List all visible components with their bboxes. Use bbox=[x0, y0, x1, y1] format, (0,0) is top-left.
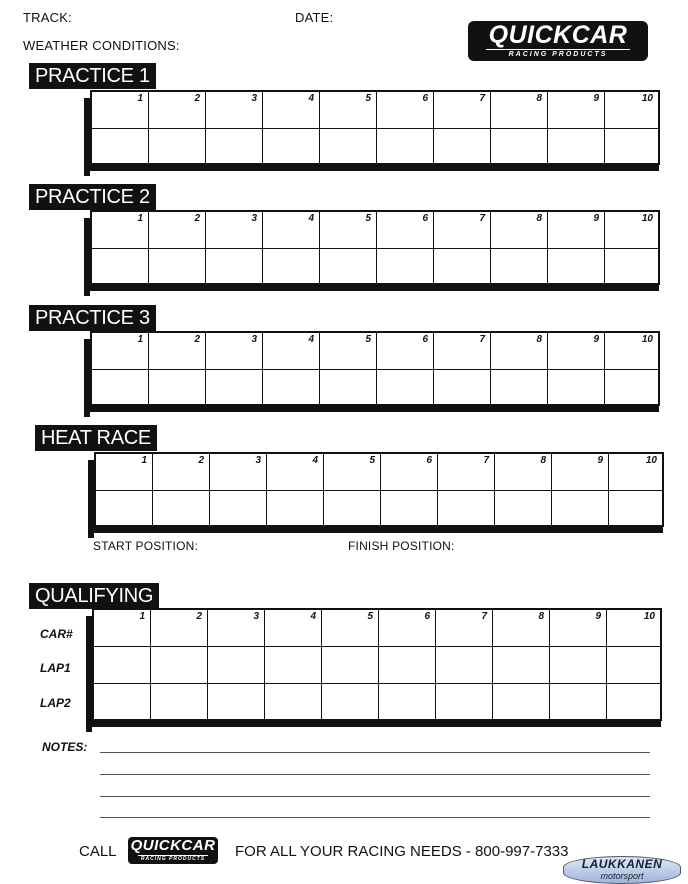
column-number: 2 bbox=[198, 455, 204, 466]
section-title-qualifying: QUALIFYING bbox=[29, 583, 159, 609]
grid-cell bbox=[605, 92, 658, 163]
notes-label: NOTES: bbox=[42, 740, 88, 754]
note-line bbox=[100, 817, 650, 818]
column-number: 4 bbox=[312, 455, 318, 466]
footer-call-text: CALL bbox=[79, 843, 117, 860]
grid-cell bbox=[605, 333, 658, 404]
grid-cell bbox=[208, 610, 265, 719]
grid-cell bbox=[149, 92, 206, 163]
row-label-lap2: LAP2 bbox=[40, 696, 71, 710]
column-number: 9 bbox=[593, 93, 599, 104]
section-title-practice-3: PRACTICE 3 bbox=[29, 305, 156, 331]
grid-cell bbox=[263, 212, 320, 283]
grid-cell bbox=[377, 212, 434, 283]
column-number: 3 bbox=[255, 455, 261, 466]
grid-cell bbox=[92, 212, 149, 283]
column-number: 3 bbox=[253, 611, 259, 622]
column-number: 7 bbox=[481, 611, 487, 622]
grid-cell bbox=[491, 212, 548, 283]
grid-cell bbox=[153, 454, 210, 525]
grid-cell bbox=[210, 454, 267, 525]
grid-cell bbox=[320, 92, 377, 163]
note-line bbox=[100, 774, 650, 775]
column-number: 2 bbox=[196, 611, 202, 622]
date-label: DATE: bbox=[295, 10, 334, 25]
section-grid-qualifying bbox=[92, 608, 667, 726]
grid-table bbox=[90, 90, 660, 165]
column-number: 6 bbox=[422, 93, 428, 104]
column-number: 1 bbox=[141, 455, 147, 466]
column-number: 3 bbox=[251, 334, 257, 345]
column-number: 1 bbox=[137, 213, 143, 224]
column-number: 3 bbox=[251, 213, 257, 224]
column-number: 1 bbox=[137, 334, 143, 345]
grid-cell bbox=[149, 333, 206, 404]
column-number: 5 bbox=[365, 334, 371, 345]
grid-cell bbox=[151, 610, 208, 719]
column-number: 5 bbox=[365, 213, 371, 224]
grid-cell bbox=[609, 454, 662, 525]
column-number: 5 bbox=[367, 611, 373, 622]
column-number: 1 bbox=[137, 93, 143, 104]
grid-cell bbox=[491, 333, 548, 404]
grid-cell bbox=[149, 212, 206, 283]
grid-cell bbox=[436, 610, 493, 719]
row-label-car: CAR# bbox=[40, 627, 73, 641]
grid-cell bbox=[434, 92, 491, 163]
column-number: 1 bbox=[139, 611, 145, 622]
column-number: 7 bbox=[479, 213, 485, 224]
grid-cell bbox=[320, 333, 377, 404]
column-number: 7 bbox=[483, 455, 489, 466]
column-number: 10 bbox=[641, 93, 653, 104]
note-line bbox=[100, 796, 650, 797]
grid-cell bbox=[263, 333, 320, 404]
footer-tagline: FOR ALL YOUR RACING NEEDS - 800-997-7333 bbox=[235, 843, 569, 860]
grid-cell bbox=[548, 212, 605, 283]
section-title-practice-2: PRACTICE 2 bbox=[29, 184, 156, 210]
quickcar-logo: QUICKCAR RACING PRODUCTS bbox=[468, 21, 648, 61]
column-number: 9 bbox=[593, 213, 599, 224]
grid-cell bbox=[92, 92, 149, 163]
section-title-practice-1: PRACTICE 1 bbox=[29, 63, 156, 89]
grid-cell bbox=[206, 333, 263, 404]
grid-cell bbox=[377, 333, 434, 404]
column-number: 6 bbox=[422, 213, 428, 224]
grid-cell bbox=[206, 212, 263, 283]
grid-cell bbox=[324, 454, 381, 525]
grid-cell bbox=[322, 610, 379, 719]
column-number: 10 bbox=[641, 213, 653, 224]
column-number: 5 bbox=[365, 93, 371, 104]
column-number: 2 bbox=[194, 334, 200, 345]
column-number: 2 bbox=[194, 93, 200, 104]
column-number: 6 bbox=[422, 334, 428, 345]
start-position-label: START POSITION: bbox=[93, 539, 199, 553]
grid-cell bbox=[548, 92, 605, 163]
column-number: 9 bbox=[593, 334, 599, 345]
weather-label: WEATHER CONDITIONS: bbox=[23, 38, 180, 53]
section-grid-practice-1 bbox=[90, 90, 665, 170]
column-number: 7 bbox=[479, 334, 485, 345]
grid-cell bbox=[381, 454, 438, 525]
track-label: TRACK: bbox=[23, 10, 72, 25]
column-number: 7 bbox=[479, 93, 485, 104]
grid-cell bbox=[377, 92, 434, 163]
grid-cell bbox=[548, 333, 605, 404]
grid-cell bbox=[92, 333, 149, 404]
column-number: 8 bbox=[538, 611, 544, 622]
column-number: 2 bbox=[194, 213, 200, 224]
grid-cell bbox=[320, 212, 377, 283]
grid-cell bbox=[94, 610, 151, 719]
column-number: 6 bbox=[424, 611, 430, 622]
note-line bbox=[100, 752, 650, 753]
row-label-lap1: LAP1 bbox=[40, 661, 71, 675]
section-grid-heat-race bbox=[94, 452, 669, 532]
grid-cell bbox=[495, 454, 552, 525]
grid-cell bbox=[605, 212, 658, 283]
column-number: 4 bbox=[308, 93, 314, 104]
grid-table bbox=[92, 608, 662, 721]
footer-quickcar-logo: QUICKCAR RACING PRODUCTS bbox=[128, 837, 218, 864]
grid-cell bbox=[434, 212, 491, 283]
grid-cell bbox=[206, 92, 263, 163]
column-number: 4 bbox=[308, 213, 314, 224]
column-number: 6 bbox=[426, 455, 432, 466]
grid-cell bbox=[263, 92, 320, 163]
finish-position-label: FINISH POSITION: bbox=[348, 539, 455, 553]
grid-cell bbox=[96, 454, 153, 525]
column-number: 5 bbox=[369, 455, 375, 466]
grid-cell bbox=[607, 610, 660, 719]
grid-cell bbox=[550, 610, 607, 719]
section-grid-practice-3 bbox=[90, 331, 665, 411]
grid-cell bbox=[438, 454, 495, 525]
column-number: 9 bbox=[597, 455, 603, 466]
column-number: 8 bbox=[536, 93, 542, 104]
grid-cell bbox=[493, 610, 550, 719]
column-number: 10 bbox=[643, 611, 655, 622]
section-title-heat-race: HEAT RACE bbox=[35, 425, 157, 451]
grid-table bbox=[90, 210, 660, 285]
column-number: 9 bbox=[595, 611, 601, 622]
column-number: 8 bbox=[536, 334, 542, 345]
column-number: 8 bbox=[540, 455, 546, 466]
grid-cell bbox=[265, 610, 322, 719]
column-number: 10 bbox=[645, 455, 657, 466]
column-number: 4 bbox=[308, 334, 314, 345]
laukkanen-watermark: LAUKKANEN motorsport bbox=[563, 856, 681, 884]
grid-table bbox=[90, 331, 660, 406]
grid-cell bbox=[379, 610, 436, 719]
grid-cell bbox=[434, 333, 491, 404]
column-number: 3 bbox=[251, 93, 257, 104]
grid-cell bbox=[552, 454, 609, 525]
column-number: 10 bbox=[641, 334, 653, 345]
column-number: 8 bbox=[536, 213, 542, 224]
grid-cell bbox=[267, 454, 324, 525]
grid-table bbox=[94, 452, 664, 527]
section-grid-practice-2 bbox=[90, 210, 665, 290]
grid-cell bbox=[491, 92, 548, 163]
column-number: 4 bbox=[310, 611, 316, 622]
